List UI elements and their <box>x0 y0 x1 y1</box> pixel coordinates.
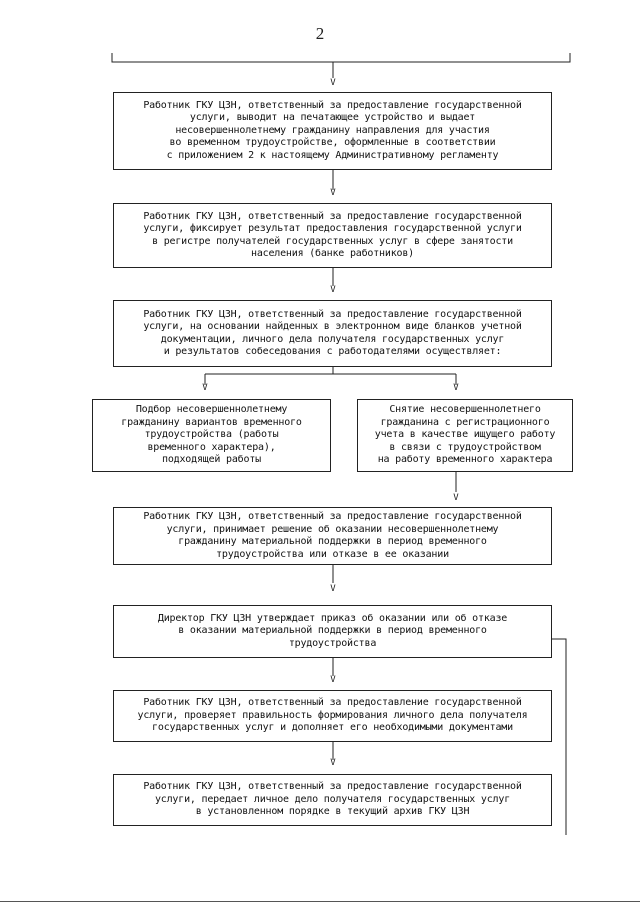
box-line: учета в качестве ищущего работу <box>374 429 556 441</box>
box-based-on-docs <box>113 300 552 367</box>
box-line: Работник ГКУ ЦЗН, ответственный за предоставление государственной <box>143 308 522 320</box>
box-record-result <box>113 203 552 268</box>
box-line: Работник ГКУ ЦЗН, ответственный за предоставление государственной <box>143 99 522 111</box>
arrowhead-to-check: V <box>330 675 336 685</box>
box-line: в установленном порядке в текущий архив ГКУ ЦЗН <box>195 806 470 818</box>
box-line: и результатов собеседования с работодателями осуществляет: <box>163 346 502 357</box>
arrowhead-to-issue: V <box>330 78 336 88</box>
box-check-file <box>113 690 552 742</box>
box-line: Работник ГКУ ЦЗН, ответственный за предоставление государственной <box>143 781 522 793</box>
box-line: с приложением 2 к настоящему Административному регламенту <box>166 149 499 161</box>
arrowhead-to-record: V <box>330 188 336 198</box>
box-line: услуги, фиксирует результат предоставления государственной услуги <box>143 223 522 234</box>
box-line: услуги, проверяет правильность формирования личного дела получателя <box>137 709 528 721</box>
box-decision <box>113 507 552 565</box>
box-line: услуги, выводит на печатающее устройство и выдает <box>189 112 476 124</box>
top-bracket-line <box>112 53 570 62</box>
right-branch-line <box>552 639 566 835</box>
box-line: государственных услуг и дополняет его необходимыми документами <box>152 722 513 734</box>
box-line: трудоустройства (работы <box>144 429 279 441</box>
box-line: услуги, на основании найденных в электронном виде бланков учетной <box>143 321 522 332</box>
box-line: Директор ГКУ ЦЗН утверждает приказ об оказании или об отказе <box>157 612 508 624</box>
box-line: гражданину вариантов временного <box>121 416 302 428</box>
box-deregistration <box>357 399 573 472</box>
box-line: Работник ГКУ ЦЗН, ответственный за предоставление государственной <box>143 210 522 222</box>
box-line: документации, личного дела получателя государственных услуг <box>160 333 505 345</box>
box-line: услуги, принимает решение об оказании несовершеннолетнему <box>166 523 499 535</box>
box-line: Работник ГКУ ЦЗН, ответственный за предоставление государственной <box>143 511 522 522</box>
box-line: Подбор несовершеннолетнему <box>135 404 288 416</box>
box-line: в оказании материальной поддержки в период временного <box>178 625 487 637</box>
box-line: подходящей работы <box>162 454 261 466</box>
box-line: гражданину материальной поддержки в период временного <box>178 536 487 547</box>
box-archive <box>113 774 552 826</box>
arrowhead-to-director: V <box>330 584 336 594</box>
box-line: трудоустройства <box>288 637 377 649</box>
box-line: Работник ГКУ ЦЗН, ответственный за предоставление государственной <box>143 697 522 709</box>
arrowhead-to-decision: V <box>453 493 459 503</box>
box-line: в регистре получателей государственных услуг в сфере занятости <box>152 235 513 247</box>
box-line: временного характера), <box>147 441 276 453</box>
box-line: в связи с трудоустройством <box>389 441 541 453</box>
box-line: Снятие несовершеннолетнего <box>389 404 541 416</box>
box-line: гражданина с регистрационного <box>380 416 550 428</box>
arrowhead-to-selection: V <box>202 383 208 393</box>
box-line: на работу временного характера <box>377 454 553 466</box>
box-selection <box>92 399 331 472</box>
box-line: трудоустройства или отказе в ее оказании <box>216 548 449 560</box>
scan-bottom-edge <box>0 901 640 902</box>
box-issue-referrals <box>113 92 552 170</box>
box-line: несовершеннолетнему гражданину направления для участия <box>175 124 490 136</box>
page-number: 2 <box>315 24 325 43</box>
arrowhead-to-archive: V <box>330 758 336 768</box>
box-line: населения (банке работников) <box>251 248 414 259</box>
box-line: услуги, передает личное дело получателя государственных услуг <box>154 793 511 805</box>
arrowhead-to-based: V <box>330 285 336 295</box>
box-line: во временном трудоустройстве, оформленные в соответствии <box>169 137 496 149</box>
box-director-order <box>113 605 552 658</box>
arrowhead-to-deregistration: V <box>453 383 459 393</box>
